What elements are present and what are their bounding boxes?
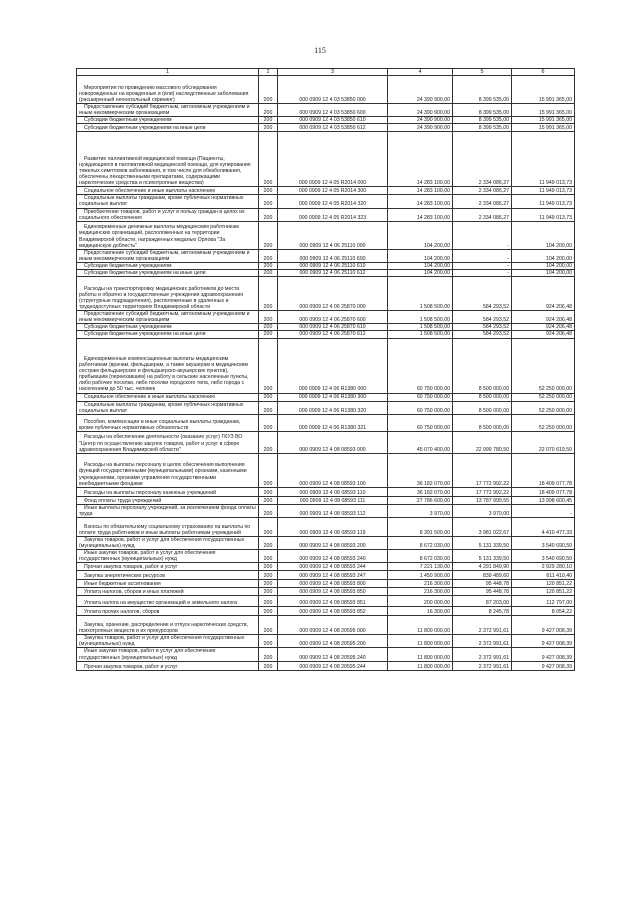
- amount-remaining: 15 991 365,00: [512, 104, 575, 117]
- budget-code: 000 0909 12 4 05 R2014 323: [278, 208, 388, 221]
- row-number: 200: [259, 324, 278, 331]
- amount-plan: 24 390 900,00: [388, 124, 453, 132]
- column-header: 3: [278, 69, 388, 76]
- amount-plan: 7 221 130,00: [388, 563, 453, 571]
- row-description: Расходы на транспортировку медицинских работников до места работы и обратно в государственные учреждения здравоохранения (структурные подразделения), расположенные в удаленных и труднодоступных территориях Владимирской области: [77, 277, 259, 311]
- table-row: [77, 504, 575, 517]
- amount-remaining: 120 851,22: [512, 580, 575, 588]
- row-number: 200: [259, 262, 278, 269]
- budget-table: [76, 68, 575, 671]
- row-number: 200: [259, 563, 278, 571]
- row-description: Уплата налогов, сборов и иных платежей: [77, 588, 259, 596]
- row-description: Расходы на обеспечение деятельности (оказание услуг) ГКУЗ ВО "Центр по осуществлению закупок товаров, работ и услуг в сфере здравоохранения Владимирской области": [77, 431, 259, 453]
- amount-executed: 2 372 991,61: [453, 648, 512, 661]
- amount-plan: 11 800 000,00: [388, 661, 453, 670]
- amount-executed: 8 245,78: [453, 607, 512, 616]
- table-row: [77, 76, 575, 104]
- row-description: Предоставление субсидий бюджетным, автономным учреждениям и иным некоммерческим организациям: [77, 104, 259, 117]
- row-number: 200: [259, 487, 278, 496]
- table-row: [77, 221, 575, 249]
- table-row: [77, 249, 575, 262]
- row-number: 200: [259, 277, 278, 311]
- amount-remaining: -: [512, 504, 575, 517]
- amount-remaining: 11 949 013,73: [512, 195, 575, 208]
- amount-executed: 2 334 086,27: [453, 195, 512, 208]
- amount-plan: 3 970,00: [388, 504, 453, 517]
- row-number: 200: [259, 338, 278, 393]
- amount-executed: -: [453, 262, 512, 269]
- budget-code: 000 0909 12 4 08 08593 244: [278, 563, 388, 571]
- table-row: [77, 338, 575, 393]
- amount-executed: 584 293,52: [453, 331, 512, 338]
- table-row: [77, 607, 575, 616]
- budget-code: 000 0909 12 4 08 08593 100: [278, 453, 388, 487]
- column-header: 5: [453, 69, 512, 76]
- column-header: 2: [259, 69, 278, 76]
- amount-executed: 2 372 991,61: [453, 616, 512, 635]
- amount-executed: 8 399 535,00: [453, 76, 512, 104]
- row-description: Субсидии бюджетным учреждениям: [77, 262, 259, 269]
- amount-remaining: 924 206,48: [512, 311, 575, 324]
- row-description: Иные закупки товаров, работ и услуг для обеспечения государственных (муниципальных) нужд: [77, 550, 259, 563]
- amount-remaining: 104 200,00: [512, 249, 575, 262]
- table-header-row: [77, 69, 575, 76]
- table-row: [77, 431, 575, 453]
- table-row: [77, 588, 575, 596]
- row-description: Субсидии бюджетным учреждениям: [77, 324, 259, 331]
- amount-executed: 2 372 991,61: [453, 635, 512, 648]
- amount-remaining: 120 851,22: [512, 588, 575, 596]
- row-number: 200: [259, 414, 278, 431]
- budget-code: 000 0909 12 4 06 R1380 300: [278, 393, 388, 401]
- row-description: Социальное обеспечение и иные выплаты населению: [77, 393, 259, 401]
- budget-code: 000 0909 12 4 06 25870 612: [278, 331, 388, 338]
- amount-remaining: 104 200,00: [512, 221, 575, 249]
- amount-plan: 216 300,00: [388, 580, 453, 588]
- budget-code: 000 0909 12 4 06 R1380 000: [278, 338, 388, 393]
- amount-plan: 1 450 900,00: [388, 571, 453, 580]
- amount-plan: 60 750 000,00: [388, 393, 453, 401]
- budget-code: 000 0909 12 4 08 08593 000: [278, 431, 388, 453]
- row-description: Субсидии бюджетным учреждениям: [77, 117, 259, 124]
- amount-remaining: 9 427 008,39: [512, 661, 575, 670]
- row-number: 200: [259, 504, 278, 517]
- row-description: Приобретение товаров, работ и услуг в пользу граждан в целях их социального обеспечения: [77, 208, 259, 221]
- budget-code: 000 0909 12 4 08 08593 247: [278, 571, 388, 580]
- table-row: [77, 616, 575, 635]
- amount-executed: 8 500 000,00: [453, 393, 512, 401]
- row-number: 200: [259, 661, 278, 670]
- row-description: Закупка товаров, работ и услуг для обеспечения государственных (муниципальных) нужд: [77, 536, 259, 549]
- row-number: 200: [259, 588, 278, 596]
- budget-code: 000 0909 12 4 06 25110 000: [278, 221, 388, 249]
- amount-plan: 8 672 030,00: [388, 536, 453, 549]
- row-description: Субсидии бюджетным учреждениям на иные цели: [77, 331, 259, 338]
- amount-plan: 104 200,00: [388, 221, 453, 249]
- row-description: Социальные выплаты гражданам, кроме публичных нормативных социальных выплат: [77, 195, 259, 208]
- amount-executed: 95 448,78: [453, 580, 512, 588]
- budget-code: 000 0909 12 4 08 08593 852: [278, 607, 388, 616]
- budget-code: 000 0909 12 4 06 25870 000: [278, 277, 388, 311]
- budget-code: 000 0909 12 4 08 08593 110: [278, 487, 388, 496]
- row-description: Закупка энергетических ресурсов: [77, 571, 259, 580]
- amount-remaining: 15 991 365,00: [512, 76, 575, 104]
- amount-plan: 27 786 600,00: [388, 496, 453, 504]
- row-number: 200: [259, 596, 278, 607]
- amount-remaining: 104 200,00: [512, 262, 575, 269]
- row-number: 200: [259, 550, 278, 563]
- budget-code: 000 0909 12 4 05 R2014 000: [278, 132, 388, 187]
- table-row: [77, 661, 575, 670]
- amount-executed: 5 131 339,50: [453, 536, 512, 549]
- table-row: [77, 487, 575, 496]
- budget-code: 000 0909 12 4 06 25110 600: [278, 249, 388, 262]
- budget-code: 000 0909 12 4 08 08593 800: [278, 580, 388, 588]
- row-number: 200: [259, 195, 278, 208]
- amount-executed: 87 203,00: [453, 596, 512, 607]
- amount-plan: 8 672 030,00: [388, 550, 453, 563]
- table-row: [77, 311, 575, 324]
- table-row: [77, 393, 575, 401]
- row-number: 200: [259, 580, 278, 588]
- budget-code: 000 0909 12 4 06 25110 610: [278, 262, 388, 269]
- table-row: [77, 270, 575, 277]
- table-row: [77, 195, 575, 208]
- row-number: 200: [259, 331, 278, 338]
- amount-plan: 14 283 100,00: [388, 195, 453, 208]
- budget-code: 000 0909 12 4 08 20595 244: [278, 661, 388, 670]
- row-number: 200: [259, 496, 278, 504]
- amount-plan: 216 300,00: [388, 588, 453, 596]
- amount-executed: 95 448,78: [453, 588, 512, 596]
- budget-code: 000 0909 12 4 08 08593 200: [278, 536, 388, 549]
- table-row: [77, 648, 575, 661]
- amount-executed: -: [453, 270, 512, 277]
- table-row: [77, 563, 575, 571]
- amount-remaining: 104 200,00: [512, 270, 575, 277]
- amount-plan: 24 390 900,00: [388, 117, 453, 124]
- amount-plan: 1 508 500,00: [388, 331, 453, 338]
- amount-remaining: 3 540 690,50: [512, 536, 575, 549]
- table-row: [77, 635, 575, 648]
- amount-remaining: 52 250 000,00: [512, 393, 575, 401]
- row-description: Пособия, компенсации и иные социальные выплаты гражданам, кроме публичных нормативных обязательств: [77, 414, 259, 431]
- budget-code: 000 0909 12 4 06 R1380 320: [278, 401, 388, 414]
- column-header: 4: [388, 69, 453, 76]
- row-number: 200: [259, 187, 278, 195]
- row-description: Взносы по обязательному социальному страхованию на выплаты по оплате труда работников и иные выплаты работникам учреждений: [77, 517, 259, 536]
- budget-code: 000 0909 12 4 08 08593 111: [278, 496, 388, 504]
- table-row: [77, 132, 575, 187]
- table-row: [77, 277, 575, 311]
- row-description: Фонд оплаты труда учреждений: [77, 496, 259, 504]
- row-number: 200: [259, 393, 278, 401]
- amount-remaining: 611 410,40: [512, 571, 575, 580]
- amount-executed: 8 399 535,00: [453, 104, 512, 117]
- amount-remaining: 924 206,48: [512, 277, 575, 311]
- budget-code: 000 0909 12 4 08 08593 851: [278, 596, 388, 607]
- amount-remaining: 18 409 077,78: [512, 453, 575, 487]
- amount-executed: -: [453, 221, 512, 249]
- amount-remaining: 8 054,22: [512, 607, 575, 616]
- amount-plan: 1 508 500,00: [388, 277, 453, 311]
- row-description: Иные закупки товаров, работ и услуг для обеспечения государственных (муниципальных) нужд: [77, 648, 259, 661]
- table-row: [77, 536, 575, 549]
- amount-executed: 8 500 000,00: [453, 414, 512, 431]
- row-number: 200: [259, 124, 278, 132]
- amount-remaining: 52 250 000,00: [512, 414, 575, 431]
- amount-plan: 36 182 070,00: [388, 487, 453, 496]
- row-number: 200: [259, 536, 278, 549]
- amount-remaining: 924 206,48: [512, 331, 575, 338]
- amount-remaining: 52 250 000,00: [512, 401, 575, 414]
- row-number: 200: [259, 571, 278, 580]
- amount-remaining: 3 540 690,50: [512, 550, 575, 563]
- amount-remaining: 15 991 365,00: [512, 117, 575, 124]
- amount-remaining: 924 206,48: [512, 324, 575, 331]
- amount-remaining: 11 949 013,73: [512, 208, 575, 221]
- amount-remaining: 9 427 008,39: [512, 616, 575, 635]
- table-row: [77, 324, 575, 331]
- row-description: Развитие паллиативной медицинской помощи (Пациенты, нуждающиеся в паллиативной медицинской помощи, для купирования тяжелых симптомов заболевания, в том числе для обезболивания, обеспечены лекарственными препаратами, содержащими наркотические средства и психотропные вещества): [77, 132, 259, 187]
- row-number: 200: [259, 648, 278, 661]
- amount-executed: 4 291 849,90: [453, 563, 512, 571]
- budget-code: 000 0909 12 4 05 R2014 300: [278, 187, 388, 195]
- row-number: 200: [259, 208, 278, 221]
- row-number: 200: [259, 401, 278, 414]
- row-description: Расходы на выплаты персоналу казенных учреждений: [77, 487, 259, 496]
- amount-executed: 2 334 086,27: [453, 187, 512, 195]
- table-row: [77, 401, 575, 414]
- row-number: 200: [259, 76, 278, 104]
- column-header: 1: [77, 69, 259, 76]
- row-number: 200: [259, 270, 278, 277]
- amount-executed: 584 293,52: [453, 277, 512, 311]
- amount-plan: 24 390 900,00: [388, 104, 453, 117]
- row-description: Предоставление субсидий бюджетным, автономным учреждениям и иным некоммерческим организациям: [77, 311, 259, 324]
- budget-code: 000 0909 12 4 06 25870 600: [278, 311, 388, 324]
- amount-plan: 24 390 900,00: [388, 76, 453, 104]
- budget-code: 000 0909 12 4 08 20595 240: [278, 648, 388, 661]
- amount-remaining: 9 427 008,39: [512, 635, 575, 648]
- amount-executed: 17 772 992,22: [453, 453, 512, 487]
- amount-plan: 36 182 070,00: [388, 453, 453, 487]
- row-number: 200: [259, 635, 278, 648]
- budget-code: 000 0909 12 4 06 R1380 321: [278, 414, 388, 431]
- amount-remaining: 4 410 477,33: [512, 517, 575, 536]
- table-row: [77, 124, 575, 132]
- budget-code: 000 0909 12 4 08 08593 119: [278, 517, 388, 536]
- row-description: Прочая закупка товаров, работ и услуг: [77, 563, 259, 571]
- amount-plan: 14 283 100,00: [388, 132, 453, 187]
- amount-remaining: 15 991 365,00: [512, 124, 575, 132]
- row-number: 200: [259, 616, 278, 635]
- amount-remaining: 11 949 013,73: [512, 187, 575, 195]
- row-number: 200: [259, 221, 278, 249]
- budget-code: 000 0909 12 4 05 R2014 320: [278, 195, 388, 208]
- row-description: Субсидии бюджетным учреждениям на иные цели: [77, 270, 259, 277]
- amount-plan: 104 200,00: [388, 270, 453, 277]
- row-number: 200: [259, 311, 278, 324]
- amount-plan: 200 000,00: [388, 596, 453, 607]
- table-row: [77, 580, 575, 588]
- amount-executed: 2 334 086,27: [453, 132, 512, 187]
- table-row: [77, 596, 575, 607]
- amount-remaining: 18 409 077,78: [512, 487, 575, 496]
- amount-executed: 2 334 086,27: [453, 208, 512, 221]
- budget-code: 000 0909 12 4 03 53850 610: [278, 117, 388, 124]
- row-description: Социальные выплаты гражданам, кроме публичных нормативных социальных выплат: [77, 401, 259, 414]
- table-row: [77, 208, 575, 221]
- row-number: 200: [259, 132, 278, 187]
- amount-executed: 22 999 780,50: [453, 431, 512, 453]
- amount-remaining: 52 250 000,00: [512, 338, 575, 393]
- table-row: [77, 571, 575, 580]
- row-number: 200: [259, 431, 278, 453]
- amount-executed: 8 500 000,00: [453, 401, 512, 414]
- row-description: Расходы на выплаты персоналу в целях обеспечения выполнения функций государственными (муниципальными) органами, казенными учреждениями, органами управления государственными внебюджетными фондами: [77, 453, 259, 487]
- page-number: 115: [314, 46, 326, 55]
- column-header: 6: [512, 69, 575, 76]
- amount-plan: 11 800 000,00: [388, 616, 453, 635]
- budget-code: 000 0909 12 4 03 53850 000: [278, 76, 388, 104]
- amount-executed: 3 970,00: [453, 504, 512, 517]
- amount-plan: 11 800 000,00: [388, 648, 453, 661]
- row-description: Социальное обеспечение и иные выплаты населению: [77, 187, 259, 195]
- amount-plan: 8 391 500,00: [388, 517, 453, 536]
- amount-plan: 1 508 500,00: [388, 311, 453, 324]
- amount-remaining: 13 998 600,45: [512, 496, 575, 504]
- amount-remaining: 11 949 013,73: [512, 132, 575, 187]
- row-description: Субсидии бюджетным учреждениям на иные цели: [77, 124, 259, 132]
- amount-executed: 2 372 991,61: [453, 661, 512, 670]
- amount-remaining: 112 797,00: [512, 596, 575, 607]
- amount-plan: 104 200,00: [388, 249, 453, 262]
- row-description: Предоставление субсидий бюджетным, автономным учреждениям и иным некоммерческим организациям: [77, 249, 259, 262]
- row-number: 200: [259, 517, 278, 536]
- row-description: Уплата налога на имущество организаций и земельного налога: [77, 596, 259, 607]
- budget-code: 000 0909 12 4 03 53850 600: [278, 104, 388, 117]
- amount-plan: 14 283 100,00: [388, 187, 453, 195]
- amount-executed: 3 981 022,67: [453, 517, 512, 536]
- row-number: 200: [259, 104, 278, 117]
- row-number: 200: [259, 249, 278, 262]
- row-description: Закупка, хранение, распределение и отпуск наркотических средств, психотропных веществ и их прекурсоров: [77, 616, 259, 635]
- table-row: [77, 187, 575, 195]
- budget-code: 000 0909 12 4 08 20595 200: [278, 635, 388, 648]
- budget-code: 000 0909 12 4 08 20595 000: [278, 616, 388, 635]
- row-description: Единовременные денежные выплаты медицинским работникам медицинских организаций, расположенных на территории Владимирской области, награжденных медалью Орлова "За медицинскую доблесть": [77, 221, 259, 249]
- table-row: [77, 496, 575, 504]
- row-description: Уплата прочих налогов, сборов: [77, 607, 259, 616]
- row-number: 200: [259, 117, 278, 124]
- amount-plan: 11 800 000,00: [388, 635, 453, 648]
- amount-executed: 8 399 535,00: [453, 124, 512, 132]
- table-row: [77, 262, 575, 269]
- amount-plan: 60 750 000,00: [388, 414, 453, 431]
- row-description: Прочая закупка товаров, работ и услуг: [77, 661, 259, 670]
- amount-executed: 8 500 000,00: [453, 338, 512, 393]
- budget-code: 000 0909 12 4 06 25870 610: [278, 324, 388, 331]
- amount-executed: 839 489,60: [453, 571, 512, 580]
- amount-plan: 45 070 400,00: [388, 431, 453, 453]
- table-row: [77, 414, 575, 431]
- row-description: Закупка товаров, работ и услуг для обеспечения государственных (муниципальных) нужд: [77, 635, 259, 648]
- amount-plan: 16 300,00: [388, 607, 453, 616]
- budget-code: 000 0909 12 4 08 08593 112: [278, 504, 388, 517]
- amount-executed: 584 293,52: [453, 311, 512, 324]
- budget-code: 000 0909 12 4 06 25110 612: [278, 270, 388, 277]
- table-row: [77, 331, 575, 338]
- row-description: Мероприятия по проведению массового обследования новорожденных на врожденные и (или) наследственные заболевания (расширенный неонатальный скрининг): [77, 76, 259, 104]
- amount-executed: -: [453, 249, 512, 262]
- row-number: 200: [259, 607, 278, 616]
- amount-executed: 8 399 535,00: [453, 117, 512, 124]
- budget-code: 000 0909 12 4 08 08593 240: [278, 550, 388, 563]
- row-description: Иные бюджетные ассигнования: [77, 580, 259, 588]
- table-row: [77, 517, 575, 536]
- amount-executed: 584 293,52: [453, 324, 512, 331]
- amount-executed: 17 772 992,22: [453, 487, 512, 496]
- amount-plan: 14 283 100,00: [388, 208, 453, 221]
- table-row: [77, 104, 575, 117]
- amount-plan: 104 200,00: [388, 262, 453, 269]
- amount-remaining: 2 929 280,10: [512, 563, 575, 571]
- budget-code: 000 0909 12 4 08 08593 850: [278, 588, 388, 596]
- row-number: 200: [259, 453, 278, 487]
- table-row: [77, 117, 575, 124]
- table-row: [77, 550, 575, 563]
- row-description: Иные выплаты персоналу учреждений, за исключением фонда оплаты труда: [77, 504, 259, 517]
- row-description: Единовременные компенсационные выплаты медицинским работникам (врачам, фельдшерам, а также акушерам и медицинским сестрам фельдшерских и фельдшерско-акушерских пунктов), прибывшим (переехавшим) на работу в сельские населенные пункты, либо рабочие поселки, либо поселки городского типа, либо города с населением до 50 тыс. человек: [77, 338, 259, 393]
- amount-executed: 5 131 339,50: [453, 550, 512, 563]
- table-row: [77, 453, 575, 487]
- amount-remaining: 22 070 619,50: [512, 431, 575, 453]
- amount-plan: 1 508 500,00: [388, 324, 453, 331]
- amount-plan: 60 750 000,00: [388, 401, 453, 414]
- amount-executed: 13 787 999,55: [453, 496, 512, 504]
- amount-plan: 60 750 000,00: [388, 338, 453, 393]
- amount-remaining: 9 427 008,39: [512, 648, 575, 661]
- budget-code: 000 0909 12 4 03 53850 612: [278, 124, 388, 132]
